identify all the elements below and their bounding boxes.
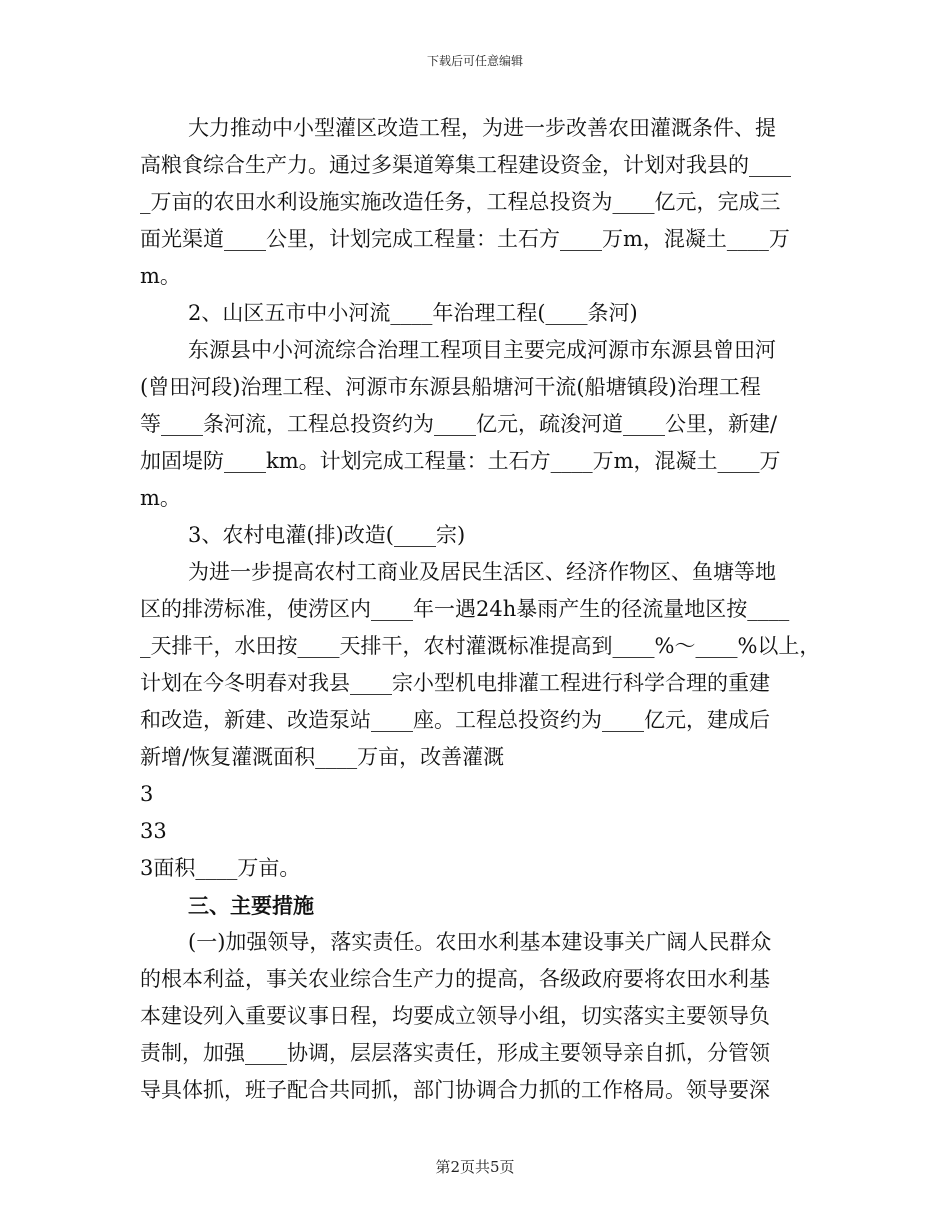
text-line: (一)加强领导，落实责任。农田水利基本建设事关广阔人民群众 [188, 930, 772, 954]
text-line: _万亩的农田水利设施实施改造任务，工程总投资为____亿元，完成三 [140, 190, 781, 214]
text-line: 面光渠道____公里，计划完成工程量：土石方____万m，混凝土____万 [140, 227, 790, 251]
text-line: 区的排涝标准，使涝区内____年一遇24h暴雨产生的径流量地区按____ [140, 597, 790, 621]
text-line: 高粮食综合生产力。通过多渠道筹集工程建设资金，计划对我县的____ [140, 153, 791, 177]
text-line: 计划在今冬明春对我县____宗小型机电排灌工程进行科学合理的重建 [140, 671, 770, 695]
text-line: 3、农村电灌(排)改造(____宗) [188, 523, 466, 547]
text-line: 东源县中小河流综合治理工程项目主要完成河源市东源县曾田河 [188, 338, 776, 362]
text-line: 新增/恢复灌溉面积____万亩，改善灌溉 [140, 745, 505, 769]
text-line: 3 [140, 782, 154, 806]
text-line: 大力推动中小型灌区改造工程，为进一步改善农田灌溉条件、提 [188, 116, 776, 140]
text-line: 加固堤防____km。计划完成工程量：土石方____万m，混凝土____万 [140, 449, 781, 473]
text-line: 等____条河流，工程总投资约为____亿元，疏浚河道____公里，新建/ [140, 412, 778, 436]
text-line: (曾田河段)治理工程、河源市东源县船塘河干流(船塘镇段)治理工程 [140, 375, 761, 399]
text-line: 导具体抓，班子配合共同抓，部门协调合力抓的工作格局。领导要深 [140, 1078, 770, 1102]
text-line: 3面积____万亩。 [140, 856, 301, 880]
text-line: 33 [140, 819, 167, 843]
text-line: 和改造，新建、改造泵站____座。工程总投资约为____亿元，建成后 [140, 708, 770, 732]
text-line: 的根本利益，事关农业综合生产力的提高，各级政府要将农田水利基 [140, 967, 770, 991]
section-heading: 三、主要措施 [188, 893, 314, 918]
text-line: 为进一步提高农村工商业及居民生活区、经济作物区、鱼塘等地 [188, 560, 776, 584]
text-line: m。 [140, 486, 181, 510]
text-line: m。 [140, 264, 181, 288]
page-header: 下载后可任意编辑 [426, 54, 523, 68]
page-footer: 第2页共5页 [435, 1158, 515, 1176]
text-line: 2、山区五市中小河流____年治理工程(____条河) [188, 301, 638, 325]
text-line: 本建设列入重要议事日程，均要成立领导小组，切实落实主要领导负 [140, 1004, 770, 1028]
text-line: 责制，加强____协调，层层落实责任，形成主要领导亲自抓，分管领 [140, 1041, 770, 1065]
text-line: _天排干，水田按____天排干，农村灌溉标准提高到____%～____%以上， [140, 634, 821, 658]
document-body [140, 110, 820, 1109]
